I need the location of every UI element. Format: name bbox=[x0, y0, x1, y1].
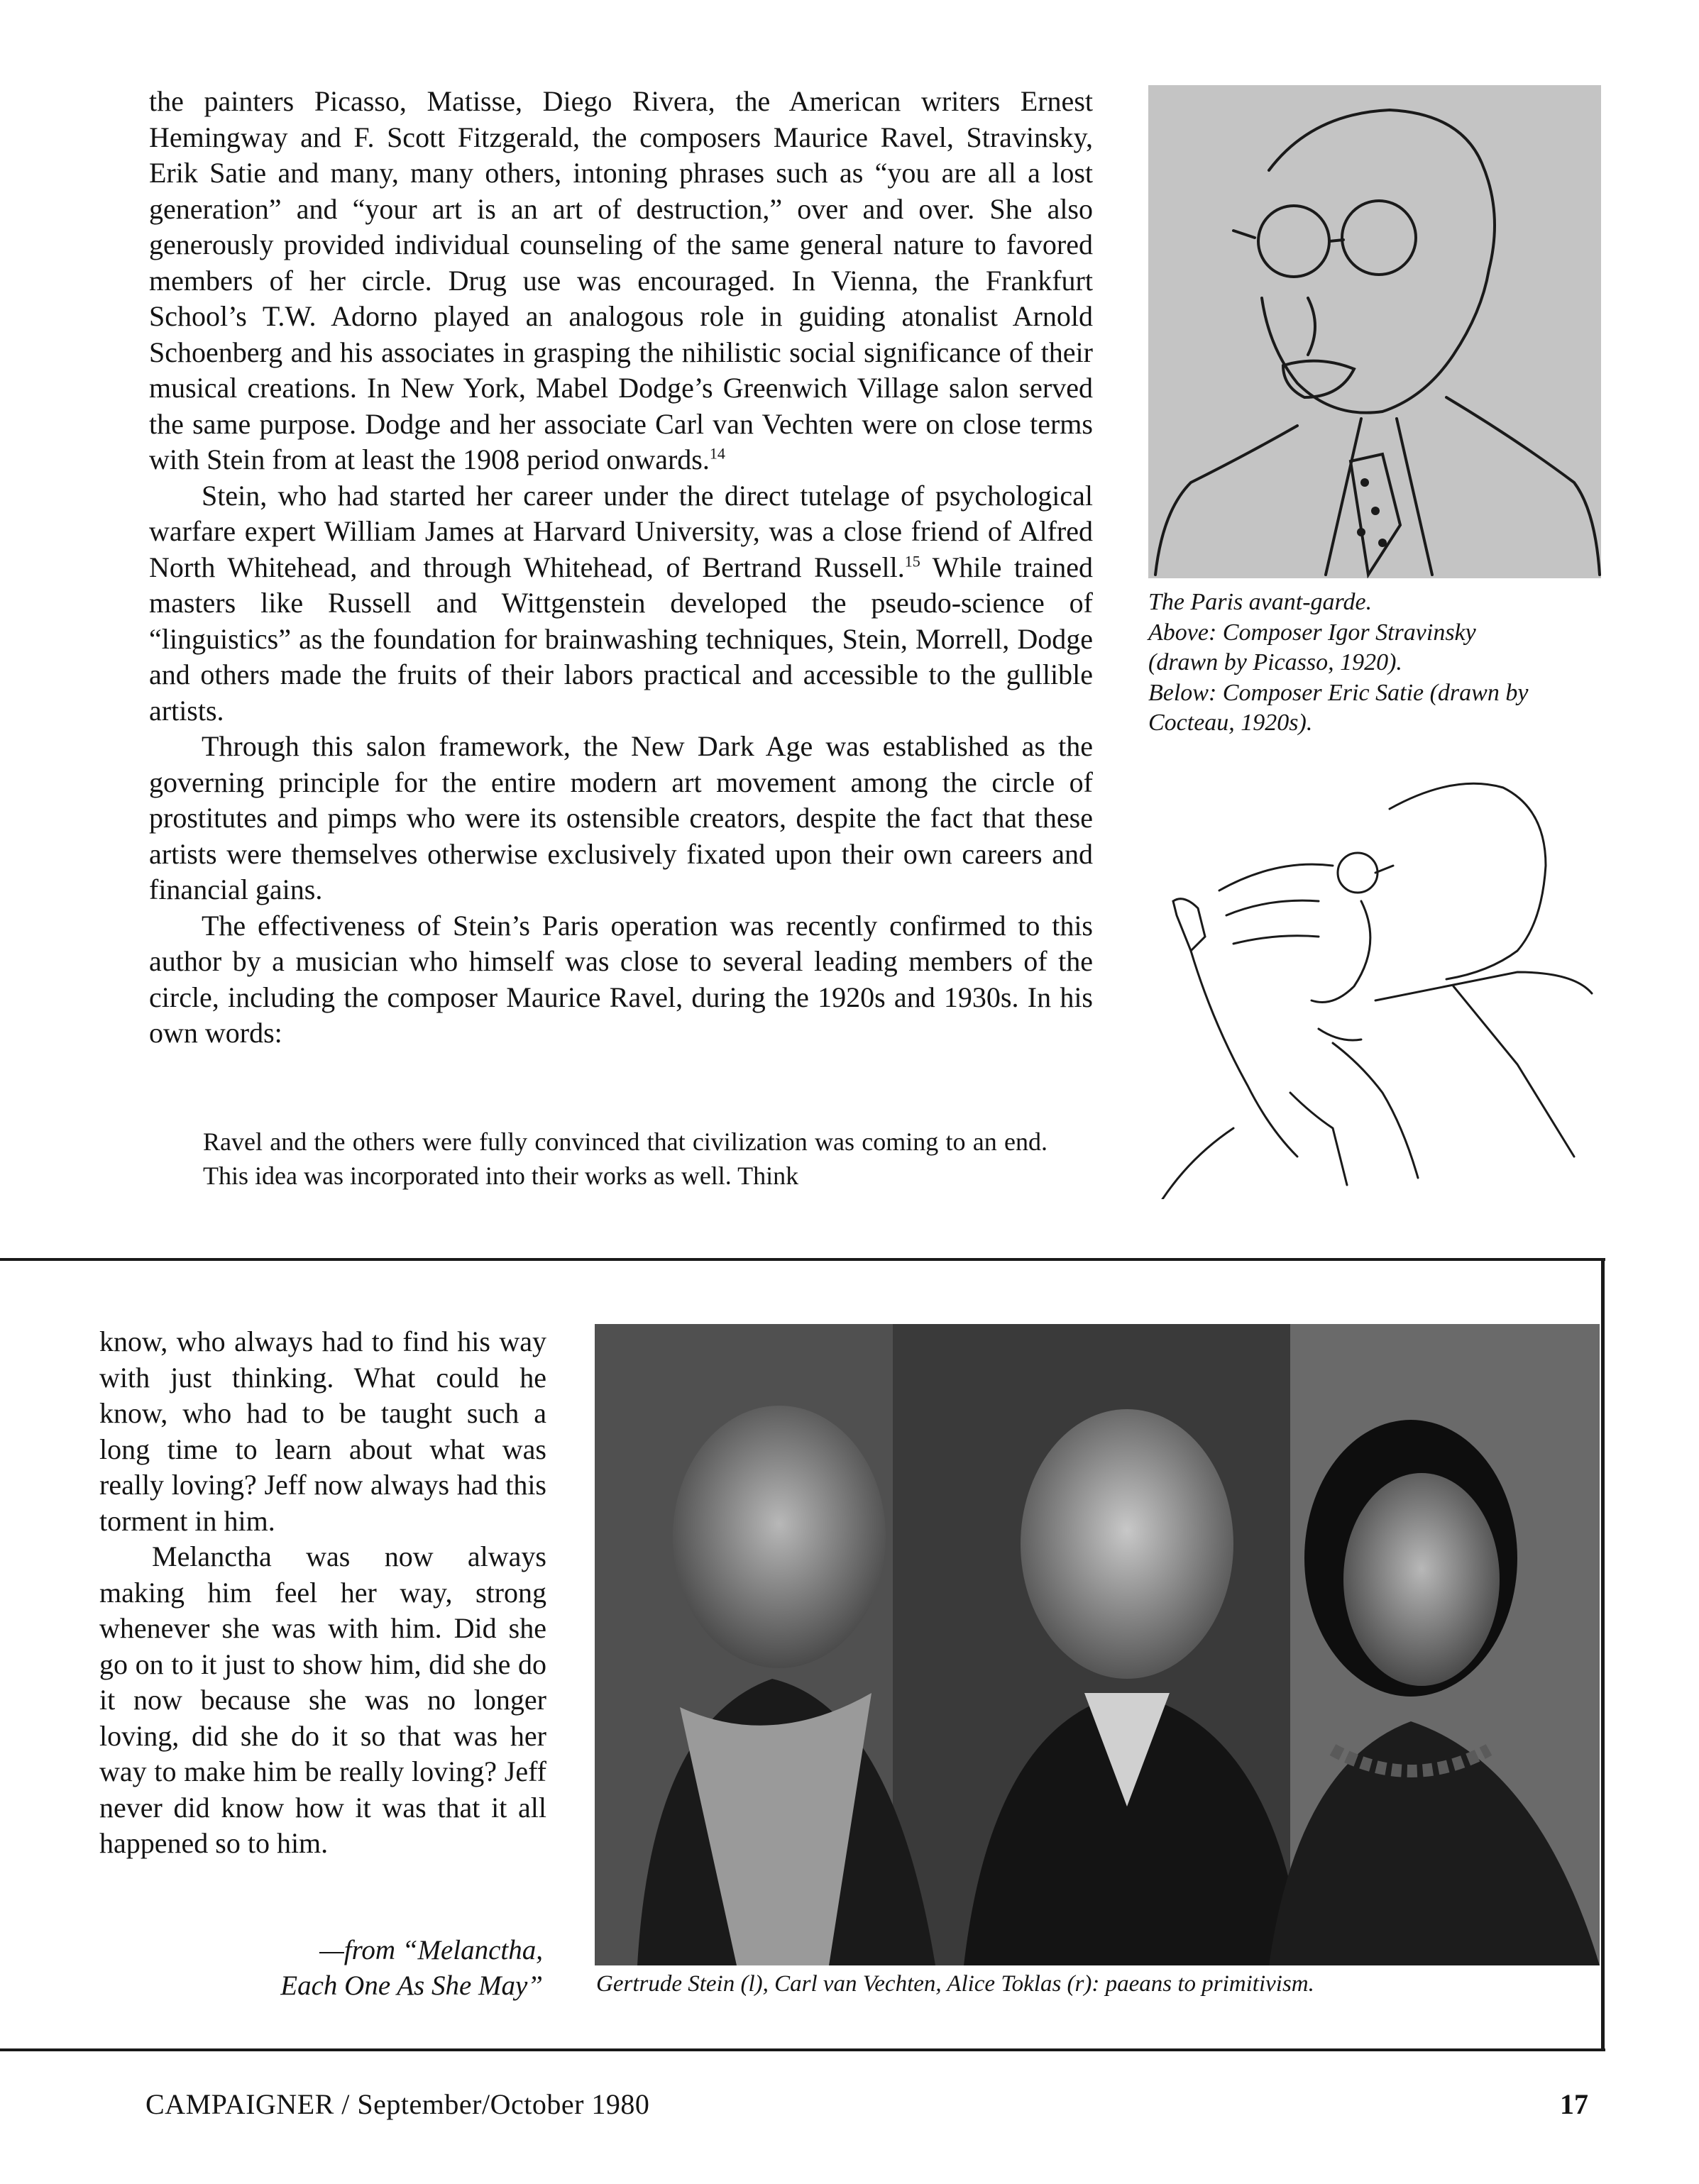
photo-icon bbox=[595, 1324, 1600, 1965]
article-paragraph: Through this salon framework, the New Dark Age was established as the governing principle for the entire modern art movement among the circle of prostitutes and pimps who were its ostensible creators, despite the fact that these artists were themselves otherwise exclusively fixated upon their own careers and financial gains. bbox=[149, 730, 1093, 905]
line-drawing-icon bbox=[1148, 759, 1601, 1199]
portrait-sketch-icon bbox=[1148, 85, 1601, 578]
satie-sketch bbox=[1148, 759, 1601, 1199]
box-bottom-rule bbox=[0, 2048, 1605, 2051]
photo-caption: Gertrude Stein (l), Carl van Vechten, Alice Toklas (r): paeans to primitivism. bbox=[596, 1971, 1314, 1997]
sketch-caption: The Paris avant-garde. Above: Composer Igor Stravinsky (drawn by Picasso, 1920). Below: Composer Eric Satie (drawn by Cocteau, 1920s). bbox=[1148, 589, 1529, 736]
stravinsky-sketch bbox=[1148, 85, 1601, 578]
sidebar-excerpt bbox=[99, 1324, 546, 1862]
page-number: 17 bbox=[1560, 2088, 1588, 2120]
article-paragraph: Stein, who had started her career under the direct tutelage of psychological warfare expert William James at Harvard University, was a close friend of Alfred North Whitehead, and through Whitehead, of Bertrand Russell.$^{15}$ While trained masters like Russell and Wittgenstein developed the pseudo-science of “linguistics” as the foundation for brainwashing techniques, Stein, Morrell, Dodge and others made the fruits of their labors practical and accessible to the gullible artists. bbox=[149, 479, 1093, 727]
excerpt-paragraph: know, who always had to find his way with just thinking. What could he know, who had to be taught such a long time to learn about what was really loving? Jeff now always had this torment in him. bbox=[99, 1325, 546, 1537]
block-quote: Ravel and the others were fully convinced that civilization was coming to an end. This idea was incorporated into their works as well. Think bbox=[203, 1127, 1048, 1190]
article-body bbox=[149, 84, 1093, 1052]
article-paragraph: the painters Picasso, Matisse, Diego Rivera, the American writers Ernest Hemingway and F. Scott Fitzgerald, the composers Maurice Ravel, Stravinsky, Erik Satie and many, many others, intoning phrases such as “you are all a lost generation” and “your art is an art of destruction,” over and over. She also generously provided individual counseling of the same general nature to favored members of her circle. Drug use was encouraged. In Vienna, the Frankfurt School’s T.W. Adorno played an analogous role in guiding atonalist Arnold Schoenberg and his associates in grasping the nihilistic social significance of their musical creations. In New York, Mabel Dodge’s Greenwich Village salon served the same purpose. Dodge and her associate Carl van Vechten were on close terms with Stein from at least the 1908 period onwards.$^{14}$ bbox=[149, 85, 1093, 475]
excerpt-paragraph: Melanctha was now always making him feel her way, strong whenever she was with him. Did she go on to it just to show him, did she do it now because she was no longer loving, did she do it so that was her way to make him be really loving? Jeff never did know how it was that it all happened so to him. bbox=[99, 1540, 546, 1859]
group-photograph bbox=[595, 1324, 1600, 1965]
footnote-ref: 14 bbox=[709, 444, 725, 463]
excerpt-source: —from “Melanctha, Each One As She May” bbox=[280, 1935, 543, 2001]
box-right-rule bbox=[1601, 1258, 1605, 2051]
article-paragraph: The effectiveness of Stein’s Paris operation was recently confirmed to this author by a musician who himself was close to several leading members of the circle, including the composer Maurice Ravel, during the 1920s and 1930s. In his own words: bbox=[149, 909, 1093, 1049]
box-top-rule bbox=[0, 1258, 1605, 1261]
footnote-ref: 15 bbox=[904, 552, 920, 570]
publication-footer: CAMPAIGNER / September/October 1980 bbox=[145, 2088, 650, 2120]
